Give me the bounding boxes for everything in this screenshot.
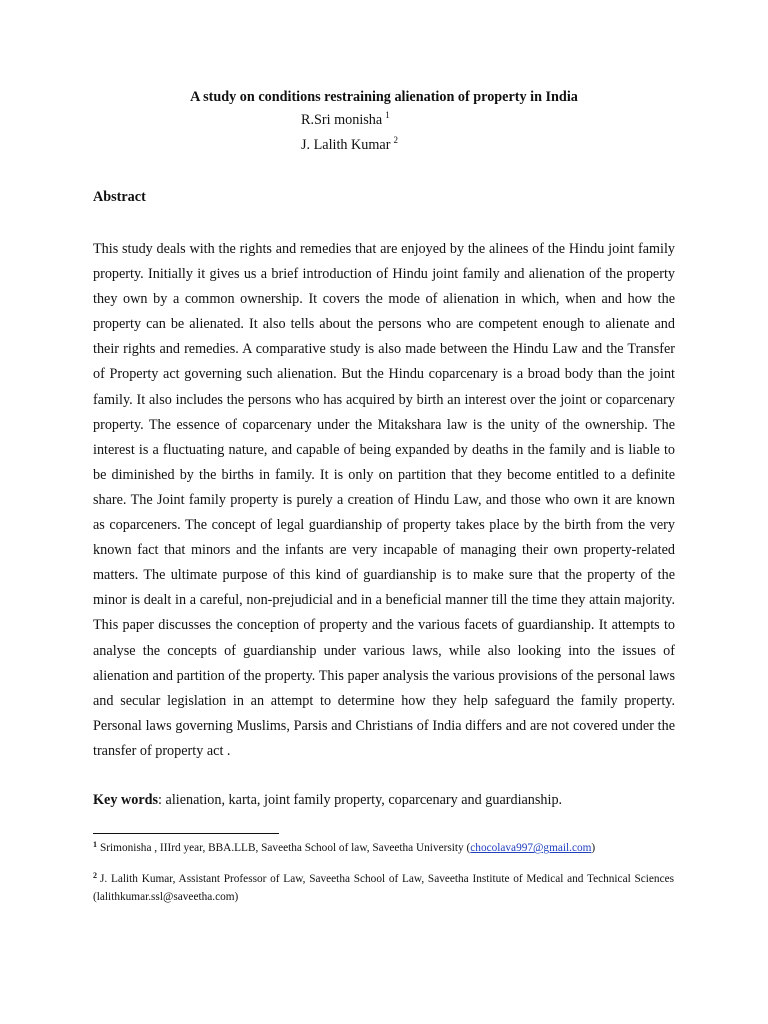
author-1-footnote-mark[interactable]: 1 bbox=[385, 110, 390, 120]
footnote-divider bbox=[93, 833, 279, 834]
author-2 bbox=[301, 136, 398, 154]
footnote-2-mark: 2 bbox=[93, 871, 97, 880]
footnote-1 bbox=[93, 840, 674, 858]
keywords-text: : alienation, karta, joint family property, coparcenary and guardianship. bbox=[158, 792, 563, 808]
author-2-name: J. Lalith Kumar bbox=[301, 137, 391, 153]
keywords-line bbox=[93, 791, 562, 809]
footnote-1-email-link[interactable]: chocolava997@gmail.com bbox=[470, 842, 592, 854]
keywords-label: Key words bbox=[93, 792, 159, 808]
author-2-footnote-mark[interactable]: 2 bbox=[393, 135, 398, 145]
paper-title: A study on conditions restraining alienation of property in India bbox=[190, 89, 578, 105]
abstract-body: This study deals with the rights and remedies that are enjoyed by the alinees of the Hindu joint family property. Initially it gives us a brief introduction of Hindu joint family and alienation of the property they own by a common ownership. It covers the mode of alienation in which, when and how the property can be alienated. It also tells about the persons who are competent enough to alienate and their rights and remedies. A comparative study is also made between the Hindu Law and the Transfer of Property act governing such alienation. But the Hindu coparcenary is a broad body than the joint family. It also includes the persons who has acquired by birth an interest over the joint or coparcenary property. The essence of coparcenary under the Mitakshara law is the unity of the ownership. The interest is a fluctuating nature, and capable of being expanded by deaths in the family and is liable to be diminished by the births in family. It is only on partition that they become entitled to a definite share. The Joint family property is purely a creation of Hindu Law, and those who own it are known as coparceners. The concept of legal guardianship of property takes place by the birth from the very known fact that minors and the infants are very incapable of managing their own property-related matters. The ultimate purpose of this kind of guardianship is to make sure that the property of the minor is dealt in a careful, non-prejudicial and in a beneficial manner till the time they attain majority. This paper discusses the conception of property and the various facets of guardianship. It attempts to analyse the concepts of guardianship under various laws, while also looking into the issues of alienation and partition of the property. This paper analysis the various provisions of the personal laws and secular legislation in an attempt to determine how they help safeguard the family property. Personal laws governing Muslims, Parsis and Christians of India differs and are not covered under the transfer of property act . bbox=[93, 241, 675, 759]
abstract-heading: Abstract bbox=[93, 189, 146, 205]
footnote-2-text: J. Lalith Kumar, Assistant Professor of Law, Saveetha School of Law, Saveetha Institute of Medical and Technical Sciences (lalithkumar.ssl@saveetha.com) bbox=[93, 873, 674, 903]
footnote-2 bbox=[93, 871, 674, 906]
footnote-1-suffix: ) bbox=[591, 842, 596, 854]
footnote-1-text: Srimonisha , IIIrd year, BBA.LLB, Saveetha School of law, Saveetha University ( bbox=[100, 842, 471, 854]
author-1-name: R.Sri monisha bbox=[301, 112, 383, 128]
author-1 bbox=[301, 111, 390, 129]
footnote-1-mark: 1 bbox=[93, 840, 97, 849]
